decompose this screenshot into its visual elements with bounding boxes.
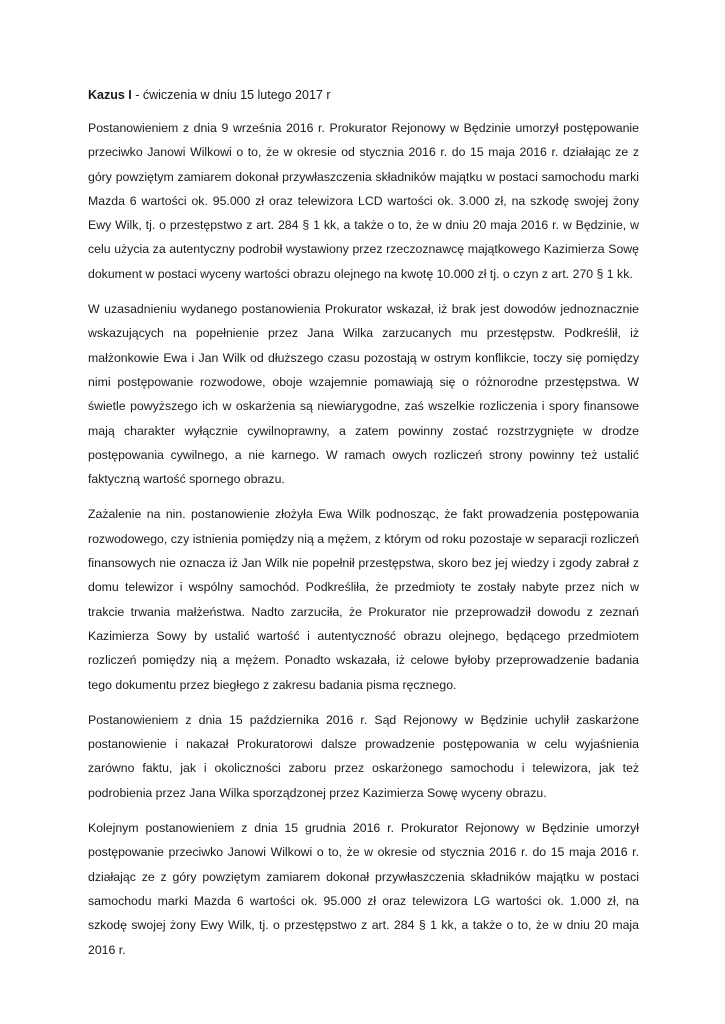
paragraph-1: Postanowieniem z dnia 9 września 2016 r. Prokurator Rejonowy w Będzinie umorzył postępowanie przeciwko Janowi Wilkowi o to, że w okresie od stycznia 2016 r. do 15 maja 2016 r. działając ze z góry powziętym zamiarem dokonał przywłaszczenia składników majątku w postaci samochodu marki Mazda 6 wartości ok. 95.000 zł oraz telewizora LCD wartości ok. 3.000 zł, na szkodę swojej żony Ewy Wilk, tj. o przestępstwo z art. 284 § 1 kk, a także o to, że w dniu 20 maja 2016 r. w Będzinie, w celu użycia za autentyczny podrobił wystawiony przez rzeczoznawcę majątkowego Kazimierza Sowę dokument w postaci wyceny wartości obrazu olejnego na kwotę 10.000 zł tj. o czyn z art. 270 § 1 kk. (88, 121, 639, 281)
paragraph-5: Kolejnym postanowieniem z dnia 15 grudnia 2016 r. Prokurator Rejonowy w Będzinie umorzył postępowanie przeciwko Janowi Wilkowi o to, że w okresie od stycznia 2016 r. do 15 maja 2016 r. działając ze z góry powziętym zamiarem dokonał przywłaszczenia składników majątku w postaci samochodu marki Mazda 6 wartości ok. 95.000 zł oraz telewizora LG wartości ok. 1.000 zł, na szkodę swojej żony Ewy Wilk, tj. o przestępstwo z art. 284 § 1 kk, a także o to, że w dniu 20 maja 2016 r. (88, 821, 639, 957)
paragraph-4: Postanowieniem z dnia 15 października 2016 r. Sąd Rejonowy w Będzinie uchylił zaskarżone postanowienie i nakazał Prokuratorowi dalsze prowadzenie postępowania w celu wyjaśnienia zarówno faktu, jak i okoliczności zaboru przez oskarżonego samochodu i telewizora, jak też podrobienia przez Jana Wilka sporządzonej przez Kazimierza Sowę wyceny obrazu. (88, 712, 639, 800)
case-heading (88, 86, 639, 104)
paragraph-3: Zażalenie na nin. postanowienie złożyła Ewa Wilk podnosząc, że fakt prowadzenia postępowania rozwodowego, czy istnienia pomiędzy nią a mężem, z którym od roku pozostaje w separacji rozliczeń finansowych nie oznacza iż Jan Wilk nie popełnił przestępstwa, skoro bez jej wiedzy i zgody zabrał z domu telewizor i wspólny samochód. Podkreśliła, że przedmioty te zostały nabyte przez nich w trakcie trwania małżeństwa. Nadto zarzuciła, że Prokurator nie przeprowadził dowodu z zeznań Kazimierza Sowy by ustalić wartość i autentyczność obrazu olejnego, będącego przedmiotem rozliczeń pomiędzy nią a mężem. Ponadto wskazała, iż celowe byłoby przeprowadzenie badania tego dokumentu przez biegłego z zakresu badania pisma ręcznego. (88, 507, 639, 692)
case-heading-label: Kazus I (88, 88, 132, 102)
document-page (88, 86, 639, 973)
case-heading-date: - ćwiczenia w dniu 15 lutego 2017 r (131, 88, 331, 102)
paragraph-2: W uzasadnieniu wydanego postanowienia Prokurator wskazał, iż brak jest dowodów jednoznacznie wskazujących na popełnienie przez Jana Wilka zarzucanych mu przestępstw. Podkreślił, iż małżonkowie Ewa i Jan Wilk od dłuższego czasu pozostają w ostrym konflikcie, toczy się pomiędzy nimi postępowanie rozwodowe, oboje wzajemnie pomawiają się o różnorodne przestępstwa. W świetle powyższego ich w oskarżenia są niewiarygodne, zaś wszelkie rozliczenia i spory finansowe mają charakter wyłącznie cywilnoprawny, a zatem powinny zostać rozstrzygnięte w drodze postępowania cywilnego, a nie karnego. W ramach owych rozliczeń strony powinny też ustalić faktyczną wartość spornego obrazu. (88, 302, 639, 487)
